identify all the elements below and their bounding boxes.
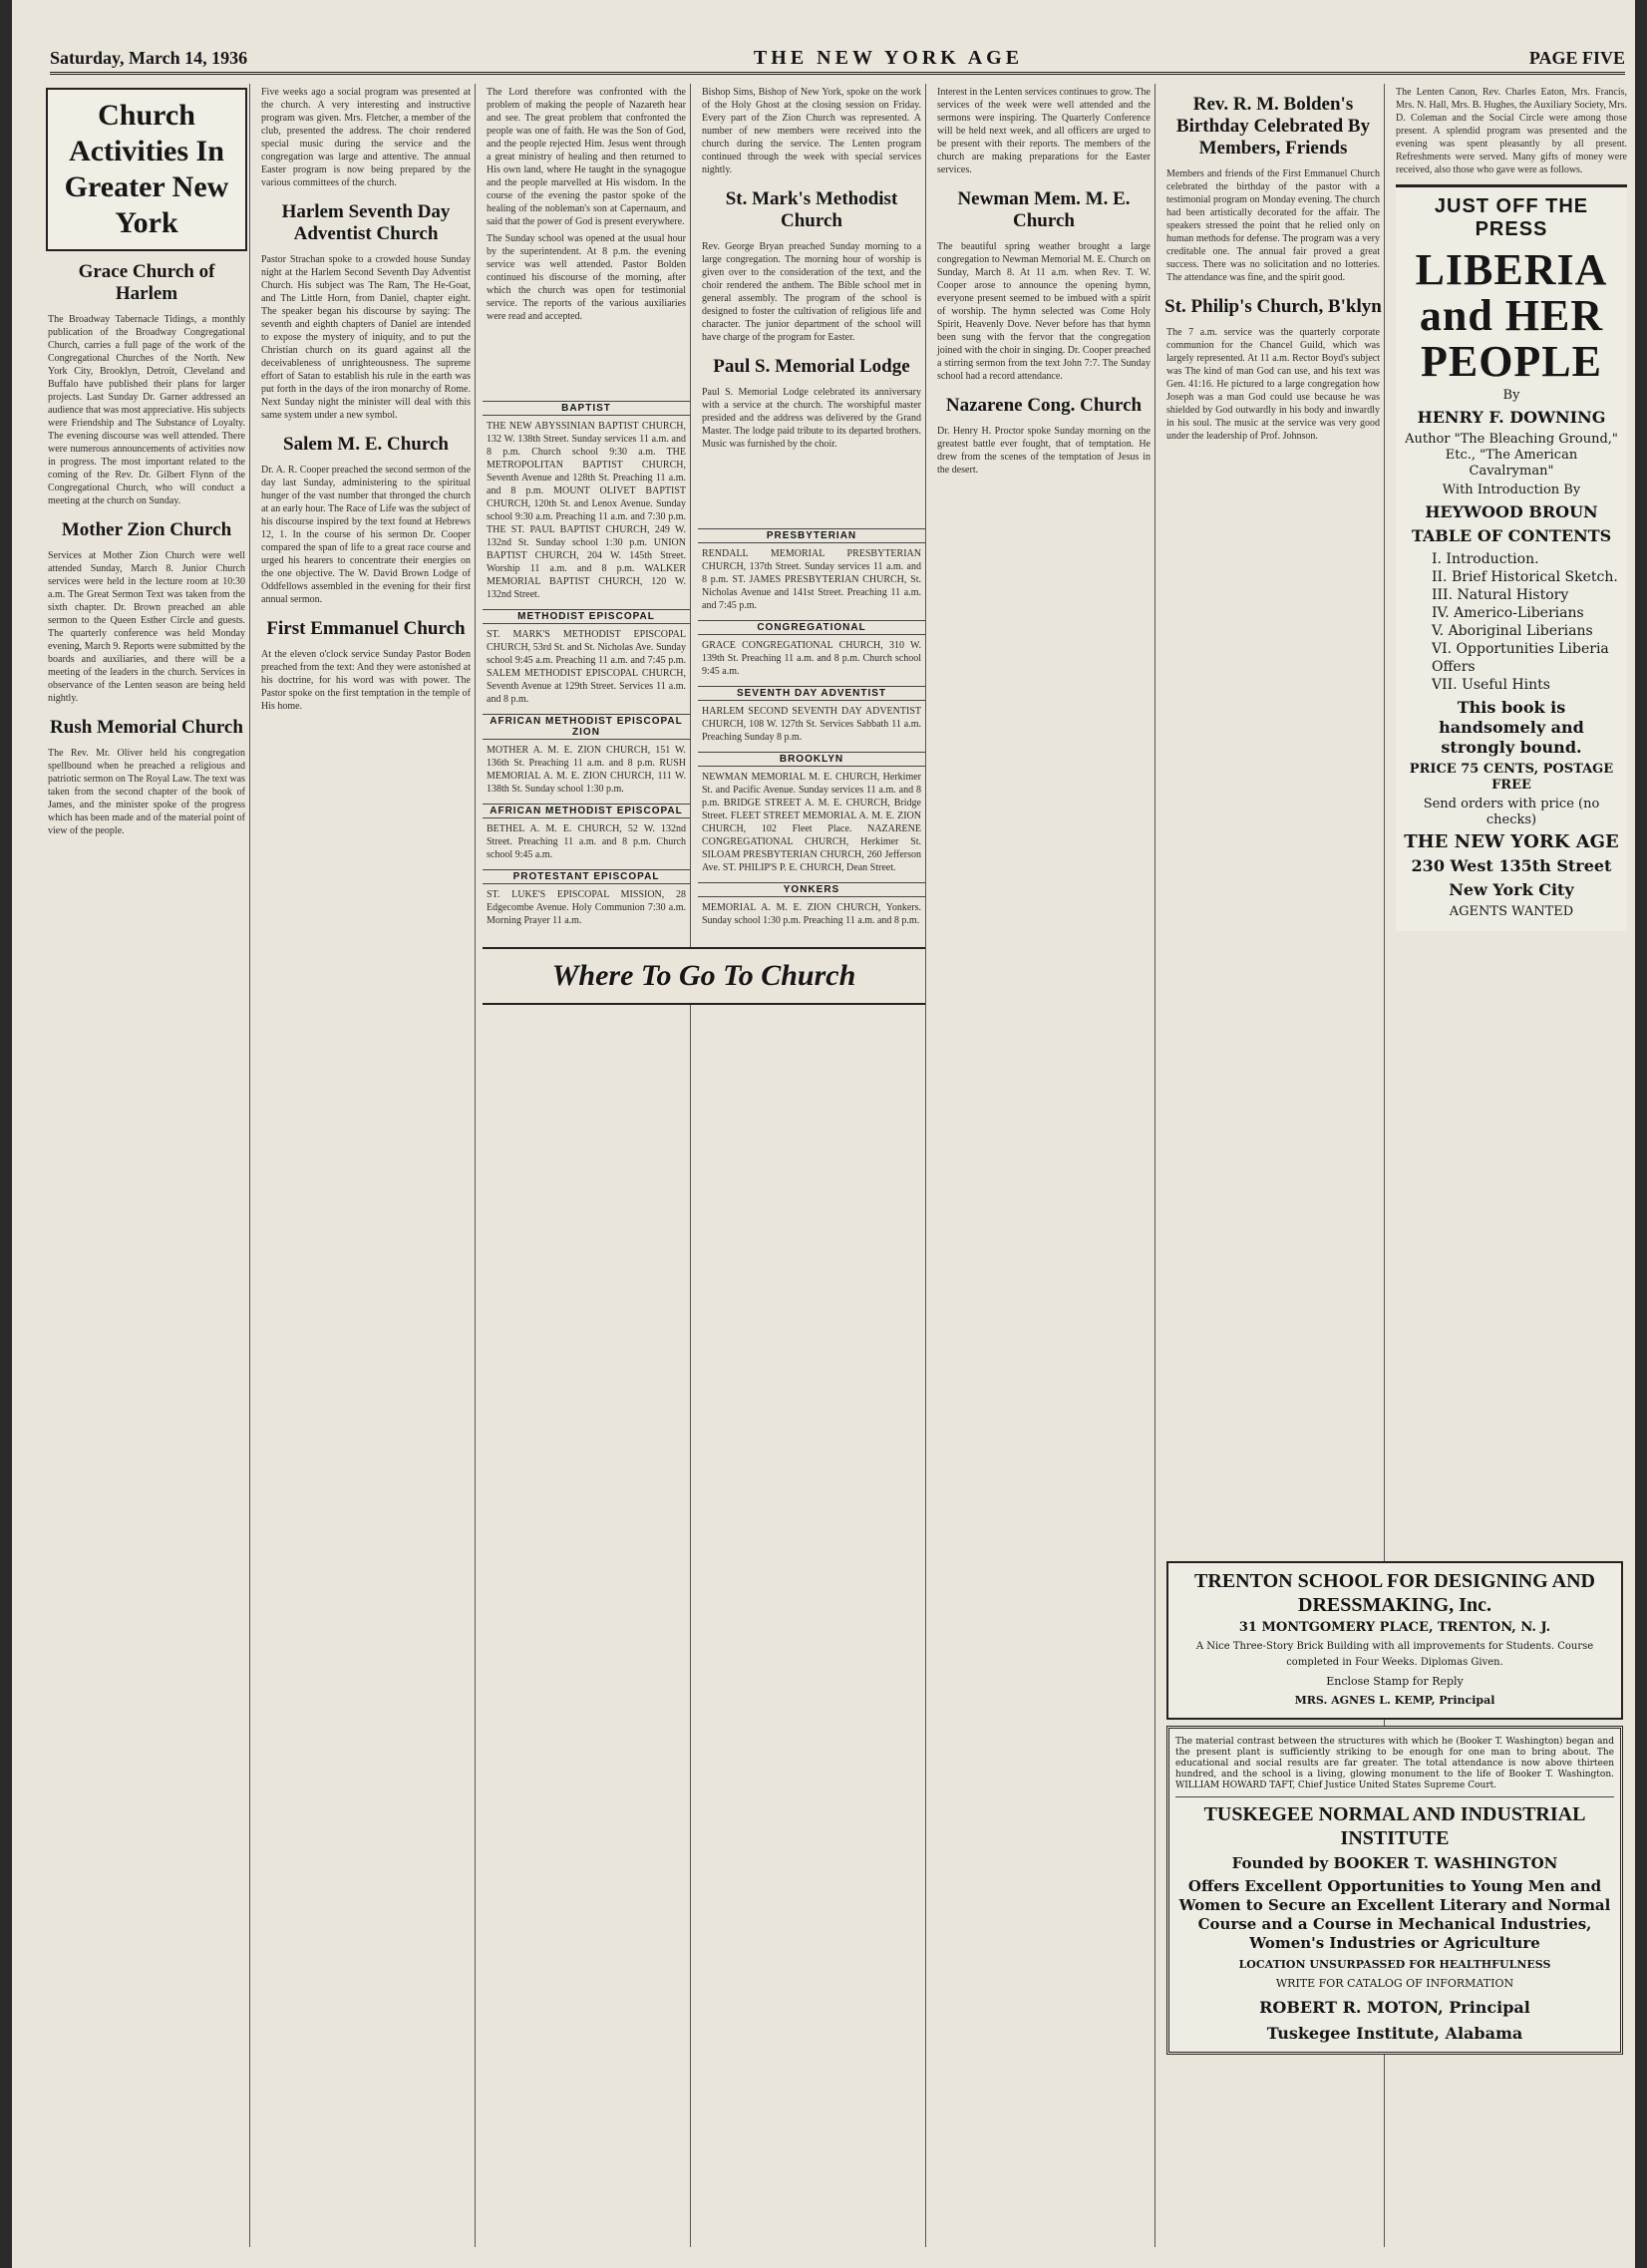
publisher-address: 230 West 135th Street xyxy=(1411,856,1612,875)
article-heading-adventist: Harlem Seventh Day Adventist Church xyxy=(281,201,451,244)
directory-entry: RENDALL MEMORIAL PRESBYTERIAN CHURCH, 137th Street. Sunday services 11 a.m. and 8 p.m. ST. JAMES PRESBYTERIAN CHURCH, St. Nicholas Avenue and 141st Street. Preaching 11 a.m. and 7:45 p.m. xyxy=(702,548,921,611)
directory-entry: GRACE CONGREGATIONAL CHURCH, 310 W. 139th St. Preaching 11 a.m. and 8 p.m. Church school 9:45 a.m. xyxy=(702,640,921,677)
toc-item: III. Natural History xyxy=(1432,587,1569,603)
order-note: Send orders with price (no checks) xyxy=(1423,797,1600,827)
directory-entry: HARLEM SECOND SEVENTH DAY ADVENTIST CHURCH, 108 W. 127th St. Services Sabbath 11 a.m. Preaching Sunday 8 p.m. xyxy=(702,706,921,743)
tuskegee-location: LOCATION UNSURPASSED FOR HEALTHFULNESS xyxy=(1238,1958,1551,1971)
column-5 xyxy=(933,84,1155,2247)
directory-entry: MOTHER A. M. E. ZION CHURCH, 151 W. 136th St. Preaching 11 a.m. and 8 p.m. RUSH MEMORIAL A. M. E. ZION CHURCH, 111 W. 138th St. Sunday school 1:30 p.m. xyxy=(487,745,686,795)
article-heading-st-philips: St. Philip's Church, B'klyn xyxy=(1164,296,1382,317)
article-heading-st-marks: St. Mark's Methodist Church xyxy=(725,188,898,231)
trenton-stamp: Enclose Stamp for Reply xyxy=(1326,1675,1464,1688)
trenton-title: TRENTON SCHOOL FOR DESIGNING AND DRESSMAKING, Inc. xyxy=(1194,1570,1595,1616)
article-body: Dr. A. R. Cooper preached the second sermon of the day last Sunday, administering to the spiritual hunger of the vast number that thronged the church at an early hour. The Race of Life was the subject of his discourse inspired by the text found at Hebrews 12, 1. In the course of his sermon Dr. Cooper compared the span of life to a great race course and urged his hearers to concentrate their energies on the one objective. The W. David Brown Lodge of Oddfellows assembled in the evening for their first annual sermon. xyxy=(261,465,471,605)
toc-item: VI. Opportunities Liberia Offers xyxy=(1432,641,1609,675)
article-body: Bishop Sims, Bishop of New York, spoke on the work of the Holy Ghost at the closing session on Friday. Every part of the Zion Church was represented. A number of new members were received into the church during the service. The Lenten program continued through the week with special services nightly. xyxy=(702,87,921,175)
directory-heading: METHODIST EPISCOPAL xyxy=(483,609,690,624)
author-note: Author "The Bleaching Ground," Etc., "The American Cavalryman" xyxy=(1405,432,1618,479)
article-body: At the eleven o'clock service Sunday Pastor Boden preached from the text: And they were astonished at his doctrine, for his word was with power. The Pastor spoke on the first temptation in the temple of His home. xyxy=(261,649,471,712)
trenton-school-ad xyxy=(1166,1561,1623,1720)
intro-author: HEYWOOD BROUN xyxy=(1425,502,1598,521)
tuskegee-offer: Offers Excellent Opportunities to Young Men and Women to Secure an Excellent Literary and Normal Course and a Course in Mechanical Industries, Women's Industries or Agriculture xyxy=(1178,1877,1611,1952)
article-heading-mother-zion: Mother Zion Church xyxy=(61,519,232,540)
article-body: Dr. Henry H. Proctor spoke Sunday morning on the greatest battle ever fought, that of temptation. He drew from the scenes of the temptation of Jesus in the desert. xyxy=(937,426,1151,476)
masthead xyxy=(50,44,1625,75)
article-body: Interest in the Lenten services continues to grow. The services of the week were well attended and the sermons were inspiring. The Quarterly Conference will be held next week, and all officers are urged to be present with their reports. The members of the church are making preparations for the Easter services. xyxy=(937,87,1151,175)
article-body: Services at Mother Zion Church were well attended Sunday, March 8. Junior Church services were held in the lecture room at 10:30 a.m. The Great Sermon Text was taken from the sixth chapter. Dr. Brown preached an able sermon to the Queen Esther Circle and guests. The quarterly conference was held Monday evening, March 9. Reports were submitted by the boards and auxiliaries, and there will be a meeting of the leaders in the church. Services in observance of the Lenten season are being held nightly. xyxy=(48,550,245,704)
directory-heading: CONGREGATIONAL xyxy=(698,620,925,635)
publisher-city: New York City xyxy=(1449,880,1574,899)
directory-heading: PRESBYTERIAN xyxy=(698,528,925,543)
article-heading-rush-memorial: Rush Memorial Church xyxy=(50,717,243,738)
article-heading-newman: Newman Mem. M. E. Church xyxy=(957,188,1131,231)
book-title: LIBERIA and HER PEOPLE xyxy=(1415,245,1608,386)
publisher-name: THE NEW YORK AGE xyxy=(1404,831,1619,852)
scan-edge-left xyxy=(0,0,12,2268)
ad-kicker: JUST OFF THE PRESS xyxy=(1434,195,1589,240)
banner-spacer xyxy=(483,325,690,395)
article-body: The Broadway Tabernacle Tidings, a monthly publication of the Broadway Congregational Church, carries a full page of the work of the Congregational Churches of the North. New York City, Brooklyn, Detroit, Cleveland and Buffalo have published their plans for larger projects. Last Sunday Dr. Garner addressed an audience that was most appreciative. His subjects were Friendship and The Substance of Loyalty. The evening discourse was well attended. There were numerous announcements of activities now in progress. The most important related to the coming of the Rev. Dr. Gilbert Flynn of the Congregational Church, who will conduct a meeting at the church on Sunday. xyxy=(48,314,245,506)
column-3 xyxy=(483,84,691,2247)
scan-edge-right xyxy=(1635,0,1647,2268)
article-body: Rev. George Bryan preached Sunday morning to a large congregation. The morning hour of worship is given over to the consideration of the text, and the choir rendered the anthem. The Bible school met in general assembly. The program of the school is designed to foster the cultivation of religious life and character. The junior department of the school will have charge of the program for Easter. xyxy=(702,241,921,343)
directory-heading: SEVENTH DAY ADVENTIST xyxy=(698,686,925,701)
book-by: By xyxy=(1502,388,1520,403)
banner-spacer xyxy=(698,453,925,522)
directory-entry: ST. MARK'S METHODIST EPISCOPAL CHURCH, 53rd St. and St. Nicholas Ave. Sunday school 9:45 a.m. Preaching 11 a.m. and 7:45 p.m. SALEM METHODIST EPISCOPAL CHURCH, Seventh Avenue at 129th Street. Services 11 a.m. and 8 p.m. xyxy=(487,629,686,705)
book-note: This book is handsomely and strongly bound. xyxy=(1439,698,1584,757)
book-intro: With Introduction By xyxy=(1442,483,1581,497)
book-author: HENRY F. DOWNING xyxy=(1417,408,1606,427)
quote-text: The material contrast between the structures with which he (Booker T. Washington) began and the present plant is sufficiently striking to be enough for one man to bring about. The educational and social results are far greater. The total attendance is now above thirteen hundred, and the school is a living, glowing monument to the life of Booker T. Washington. xyxy=(1175,1737,1614,1780)
directory-entry: NEWMAN MEMORIAL M. E. CHURCH, Herkimer St. and Pacific Avenue. Sunday services 11 a.m. and 8 p.m. BRIDGE STREET A. M. E. CHURCH, Bridge Street. FLEET STREET MEMORIAL A. M. E. ZION CHURCH, 102 Fleet Place. NAZARENE CONGREGATIONAL CHURCH, Herkimer St. SILOAM PRESBYTERIAN CHURCH, 260 Jefferson Ave. ST. PHILIP'S P. E. CHURCH, Dean Street. xyxy=(702,772,921,873)
directory-heading: PROTESTANT EPISCOPAL xyxy=(483,869,690,884)
tuskegee-write: WRITE FOR CATALOG OF INFORMATION xyxy=(1275,1977,1514,1990)
directory-heading: AFRICAN METHODIST EPISCOPAL xyxy=(483,804,690,818)
tuskegee-place: Tuskegee Institute, Alabama xyxy=(1266,2024,1523,2043)
liberia-book-ad xyxy=(1396,184,1627,931)
column-2 xyxy=(257,84,476,2247)
article-heading-lodge: Paul S. Memorial Lodge xyxy=(713,356,910,377)
tuskegee-ad xyxy=(1166,1726,1623,2055)
directory-heading: YONKERS xyxy=(698,882,925,897)
article-body: The Lenten Canon, Rev. Charles Eaton, Mrs. Francis, Mrs. N. Hall, Mrs. B. Hughes, the Auxiliary Society, Mrs. D. Coleman and the Social Circle were among those present. A splendid program was presented and the evening was spent pleasantly by all present. Refreshments were served. Many gifts of money were received, also those who gave were as follows. xyxy=(1396,87,1627,175)
article-body: Five weeks ago a social program was presented at the church. A very interesting and instructive program was given. Mrs. Fletcher, a member of the club, presented the address. The choir rendered special music during the service and the congregation was large and attentive. The annual Easter program is now being prepared by the various committees of the church. xyxy=(261,87,471,188)
column-4 xyxy=(698,84,926,2247)
tuskegee-principal: ROBERT R. MOTON, Principal xyxy=(1259,1998,1530,2017)
article-heading-grace-church: Grace Church of Harlem xyxy=(78,261,215,304)
directory-entry: BETHEL A. M. E. CHURCH, 52 W. 132nd Street. Preaching 11 a.m. and 8 p.m. Church school 9:45 a.m. xyxy=(487,823,686,860)
masthead-paper-name: THE NEW YORK AGE xyxy=(753,46,1024,69)
trenton-address: 31 MONTGOMERY PLACE, TRENTON, N. J. xyxy=(1238,1620,1551,1635)
toc-title: TABLE OF CONTENTS xyxy=(1411,526,1612,545)
article-body: Pastor Strachan spoke to a crowded house Sunday night at the Harlem Second Seventh Day Adventist Church. His subject was The Ram, The He-Goat, and The Little Horn, from Daniel, chapter eight. The speaker began his discourse by saying: The seventh and eighth chapters of Daniel are intended to expose the mystery of iniquity, and to put the Christian church on its guard against all the deceivableness of unrighteousness. The supreme effort of Satan to establish his rule in the earth was put forth in the days of the iron monarchy of Rome. Next Sunday night the minister will deal with this same system under a new symbol. xyxy=(261,254,471,421)
article-heading-first-emmanuel: First Emmanuel Church xyxy=(266,618,466,639)
toc-item: II. Brief Historical Sketch. xyxy=(1432,569,1618,585)
directory-entry: MEMORIAL A. M. E. ZION CHURCH, Yonkers. Sunday school 1:30 p.m. Preaching 11 a.m. and 8 p.m. xyxy=(702,902,921,926)
trenton-ad-wrapper xyxy=(1162,1555,1627,2061)
masthead-date: Saturday, March 14, 1936 xyxy=(50,47,248,68)
article-body: The Lord therefore was confronted with the problem of making the people of Nazareth hear and see. The great problem that confronted the people was one of faith. He was the Son of God, and the people rejected Him. Jesus went through a great ministry of healing and then returned to His own land, where He taught in the synagogue and the people marvelled at His wisdom. In the course of the evening the pastor spoke of the healing of the nobleman's son at Capernaum, and said that the power of God is present everywhere. xyxy=(487,87,686,227)
directory-entry: THE NEW ABYSSINIAN BAPTIST CHURCH, 132 W. 138th Street. Sunday services 11 a.m. and 8 p.m. Church school 9:30 a.m. THE METROPOLITAN BAPTIST CHURCH, Seventh Avenue and 128th St. Preaching 11 a.m. and 8 p.m. MOUNT OLIVET BAPTIST CHURCH, 120th St. and Lenox Avenue. Sunday school 9:30 a.m. Preaching 11 a.m. and 7:30 p.m. THE ST. PAUL BAPTIST CHURCH, 249 W. 132nd St. Sunday school 1:30 p.m. UNION BAPTIST CHURCH, 204 W. 145th Street. Worship 11 a.m. and 8 p.m. WALKER MEMORIAL BAPTIST CHURCH, 120 W. 132nd Street. xyxy=(487,421,686,600)
toc-item: I. Introduction. xyxy=(1432,551,1539,567)
trenton-note: A Nice Three-Story Brick Building with all improvements for Students. Course completed in Four Weeks. Diplomas Given. xyxy=(1195,1641,1594,1668)
directory-heading: BROOKLYN xyxy=(698,752,925,767)
article-heading-salem: Salem M. E. Church xyxy=(283,434,449,455)
article-body: The beautiful spring weather brought a large congregation to Newman Memorial M. E. Church on Sunday, March 8. At 11 a.m. when Rev. T. W. Cooper arose to announce the opening hymn, everyone present seemed to be imbued with a spirit of worship. The hymn selected was Come Holy Spirit, Heavenly Dove. Never before has that hymn been sung with the fervor that the congregation joined with the choir in singing. Dr. Cooper preached a stirring sermon from the text John 7:7. The Sunday school had a record attendance. xyxy=(937,241,1151,382)
toc-item: IV. Americo-Liberians xyxy=(1432,605,1584,621)
directory-heading: AFRICAN METHODIST EPISCOPAL ZION xyxy=(483,714,690,740)
tuskegee-founded: Founded by BOOKER T. WASHINGTON xyxy=(1231,1854,1558,1872)
directory-heading: BAPTIST xyxy=(483,401,690,416)
article-heading-bolden-birthday: Rev. R. M. Bolden's Birthday Celebrated By Members, Friends xyxy=(1175,94,1371,159)
article-heading-nazarene: Nazarene Cong. Church xyxy=(945,395,1143,416)
article-body: Members and friends of the First Emmanuel Church celebrated the birthday of the pastor with a testimonial program on Monday evening. The church had been artistically decorated for the affair. The speakers stressed the point that he relied only on human methods for defense. The program was a very creditable one. The annual fair proved a great success. There was no solicitation and no lotteries. The attendance was fine, and the spirit good. xyxy=(1166,168,1380,283)
book-price: PRICE 75 CENTS, POSTAGE FREE xyxy=(1409,762,1614,793)
section-banner: Church Activities In Greater New York xyxy=(46,88,247,251)
tuskegee-title: TUSKEGEE NORMAL AND INDUSTRIAL INSTITUTE xyxy=(1203,1803,1586,1849)
article-body: Paul S. Memorial Lodge celebrated its anniversary with a service at the church. The worshipful master presided and the address was delivered by the Grand Master. The lodge paid tribute to its departed brothers. Music was furnished by the choir. xyxy=(702,387,921,450)
article-body: The Sunday school was opened at the usual hour by the superintendent. At 8 p.m. the evening service was well attended. Pastor Bolden continued his discourse of the morning, after which the church was open for testimonial service. The reports of the various auxiliaries were read and accepted. xyxy=(487,233,686,322)
toc-item: V. Aboriginal Liberians xyxy=(1432,623,1593,639)
article-body: The Rev. Mr. Oliver held his congregation spellbound when he preached a religious and patriotic sermon on The Royal Law. The text was taken from the second chapter of the book of James, and the minister spoke of the progress which has been made and of the material point of view of the people. xyxy=(48,748,245,836)
article-body: The 7 a.m. service was the quarterly corporate communion for the Chancel Guild, which was largely represented. At 11 a.m. Rector Boyd's subject was The kind of man God can use, and his text was Gen. 41:16. He pictured to a large congregation how Joseph was a man God could use because he was shielded by God outwardly in his body and inwardly in his soul. The music at the service was very good under the leadership of Prof. Johnson. xyxy=(1166,327,1380,442)
column-1 xyxy=(44,84,250,2247)
directory-entry: ST. LUKE'S EPISCOPAL MISSION, 28 Edgecombe Avenue. Holy Communion 7:30 a.m. Morning Prayer 11 a.m. xyxy=(487,889,686,926)
quote-attribution: WILLIAM HOWARD TAFT, Chief Justice United States Supreme Court. xyxy=(1175,1781,1497,1790)
toc-item: VII. Useful Hints xyxy=(1432,677,1550,693)
taft-quote xyxy=(1175,1737,1614,1797)
toc-list xyxy=(1432,550,1621,694)
agents-wanted: AGENTS WANTED xyxy=(1449,904,1574,919)
masthead-page: PAGE FIVE xyxy=(1528,47,1625,68)
trenton-principal: MRS. AGNES L. KEMP, Principal xyxy=(1294,1694,1495,1707)
where-to-go-banner: Where To Go To Church xyxy=(483,947,925,1005)
